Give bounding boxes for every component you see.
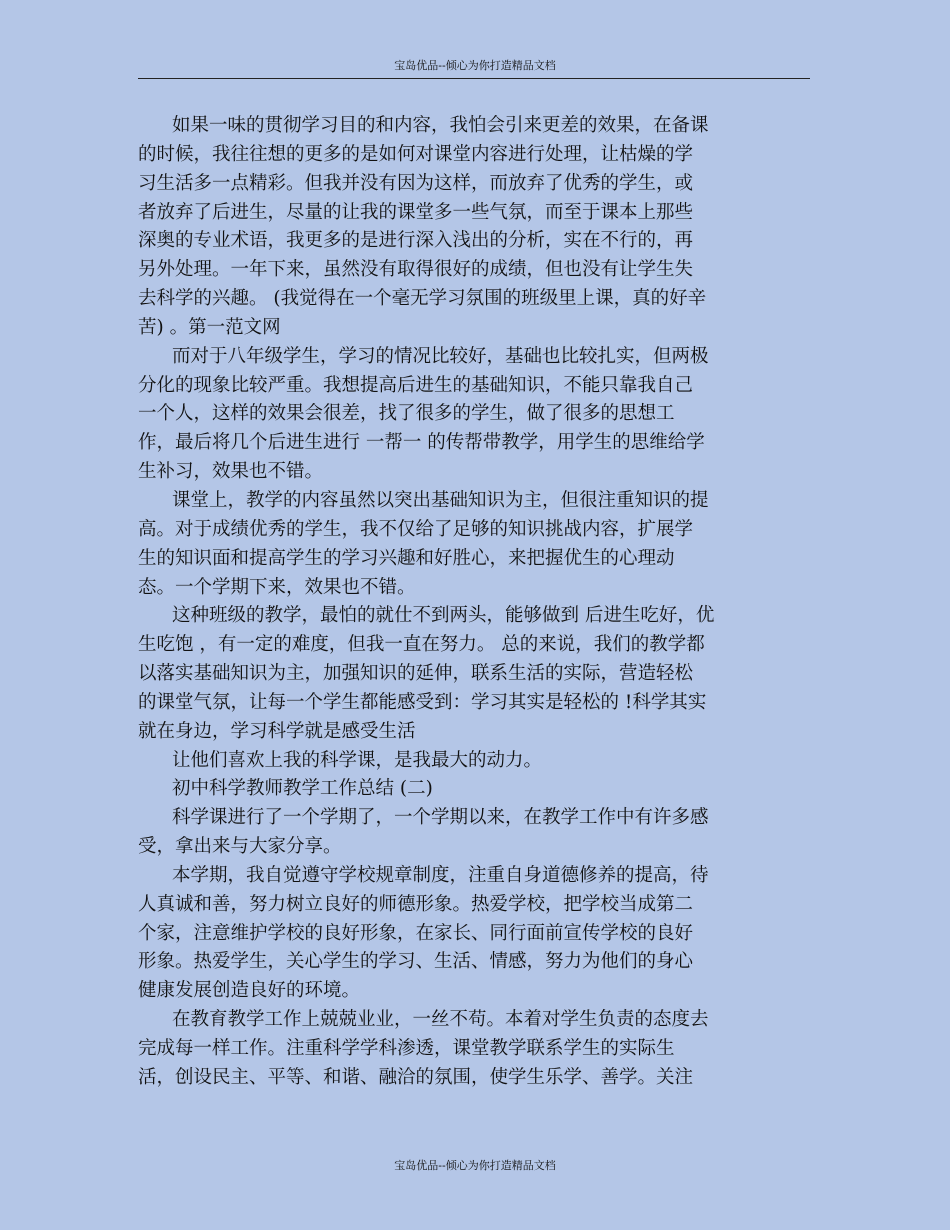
paragraph-line: 另外处理。一年下来，虽然没有取得很好的成绩，但也没有让学生失 — [138, 259, 694, 281]
paragraph-line: 活，创设民主、平等、和谐、融洽的氛围，使学生乐学、善学。关注 — [138, 1066, 694, 1088]
paragraph-line: 生吃饱 ，有一定的难度，但我一直在努力。 总的来说，我们的教学都 — [138, 634, 705, 656]
paragraph-line: 高。对于成绩优秀的学生，我不仅给了足够的知识挑战内容，扩展学 — [138, 518, 694, 540]
paragraph-line: 态。一个学期下来，效果也不错。 — [138, 576, 416, 598]
paragraph-line: 本学期，我自觉遵守学校规章制度，注重自身道德修养的提高，待 — [172, 864, 709, 886]
paragraph-line: 个家，注意维护学校的良好形象，在家长、同行面前宣传学校的良好 — [138, 922, 694, 944]
paragraph-line: 去科学的兴趣。 (我觉得在一个毫无学习氛围的班级里上课，真的好辛 — [138, 288, 707, 310]
section-heading: 初中科学教师教学工作总结 (二) — [172, 778, 433, 800]
paragraph-line: 以落实基础知识为主，加强知识的延伸，联系生活的实际，营造轻松 — [138, 663, 694, 685]
paragraph-line: 就在身边，学习科学就是感受生活 — [138, 720, 416, 742]
paragraph-line: 人真诚和善，努力树立良好的师德形象。热爱学校，把学校当成第二 — [138, 893, 694, 915]
paragraph-line: 一个人，这样的效果会很差，找了很多的学生，做了很多的思想工 — [138, 403, 675, 425]
paragraph-line: 苦) 。第一范文网 — [138, 316, 281, 338]
paragraph-line: 如果一味的贯彻学习目的和内容，我怕会引来更差的效果，在备课 — [172, 115, 709, 136]
paragraph-line: 作，最后将几个后进生进行 一帮一 的传帮带教学，用学生的思维给学 — [138, 432, 705, 454]
header-rule — [138, 78, 810, 79]
paragraph-line: 这种班级的教学，最怕的就仕不到两头，能够做到 后进生吃好，优 — [172, 605, 715, 627]
paragraph-line: 而对于八年级学生，学习的情况比较好，基础也比较扎实，但两极 — [172, 345, 709, 367]
page-header: 宝岛优品--倾心为你打造精品文档 — [394, 59, 556, 72]
document-body — [138, 112, 810, 1093]
paragraph-line: 深奥的专业术语，我更多的是进行深入浅出的分析，实在不行的，再 — [138, 230, 694, 252]
paragraph-line: 课堂上，教学的内容虽然以突出基础知识为主，但很注重知识的提 — [172, 489, 709, 511]
paragraph-line: 的课堂气氛，让每一个学生都能感受到：学习其实是轻松的 !科学其实 — [138, 691, 707, 713]
paragraph-line: 分化的现象比较严重。我想提高后进生的基础知识，不能只靠我自己 — [138, 374, 694, 396]
paragraph-line: 形象。热爱学生，关心学生的学习、生活、情感，努力为他们的身心 — [138, 951, 694, 973]
paragraph-line: 科学课进行了一个学期了，一个学期以来，在教学工作中有许多感 — [172, 807, 709, 829]
paragraph-line: 完成每一样工作。注重科学学科渗透，课堂教学联系学生的实际生 — [138, 1038, 675, 1059]
paragraph-line: 生的知识面和提高学生的学习兴趣和好胜心，来把握优生的心理动 — [138, 547, 675, 569]
paragraph-line: 健康发展创造良好的环境。 — [138, 980, 361, 1002]
paragraph-line: 让他们喜欢上我的科学课，是我最大的动力。 — [172, 749, 543, 771]
paragraph-line: 受，拿出来与大家分享。 — [138, 836, 342, 858]
page-footer: 宝岛优品--倾心为你打造精品文档 — [394, 1159, 556, 1172]
paragraph-line: 者放弃了后进生，尽量的让我的课堂多一些气氛，而至于课本上那些 — [138, 201, 694, 223]
paragraph-line: 的时候，我往往想的更多的是如何对课堂内容进行处理，让枯燥的学 — [138, 143, 694, 165]
paragraph-line: 在教育教学工作上兢兢业业，一丝不苟。本着对学生负责的态度去 — [172, 1009, 709, 1031]
paragraph-line: 生补习，效果也不错。 — [138, 461, 324, 483]
paragraph-line: 习生活多一点精彩。但我并没有因为这样，而放弃了优秀的学生，或 — [138, 172, 694, 194]
